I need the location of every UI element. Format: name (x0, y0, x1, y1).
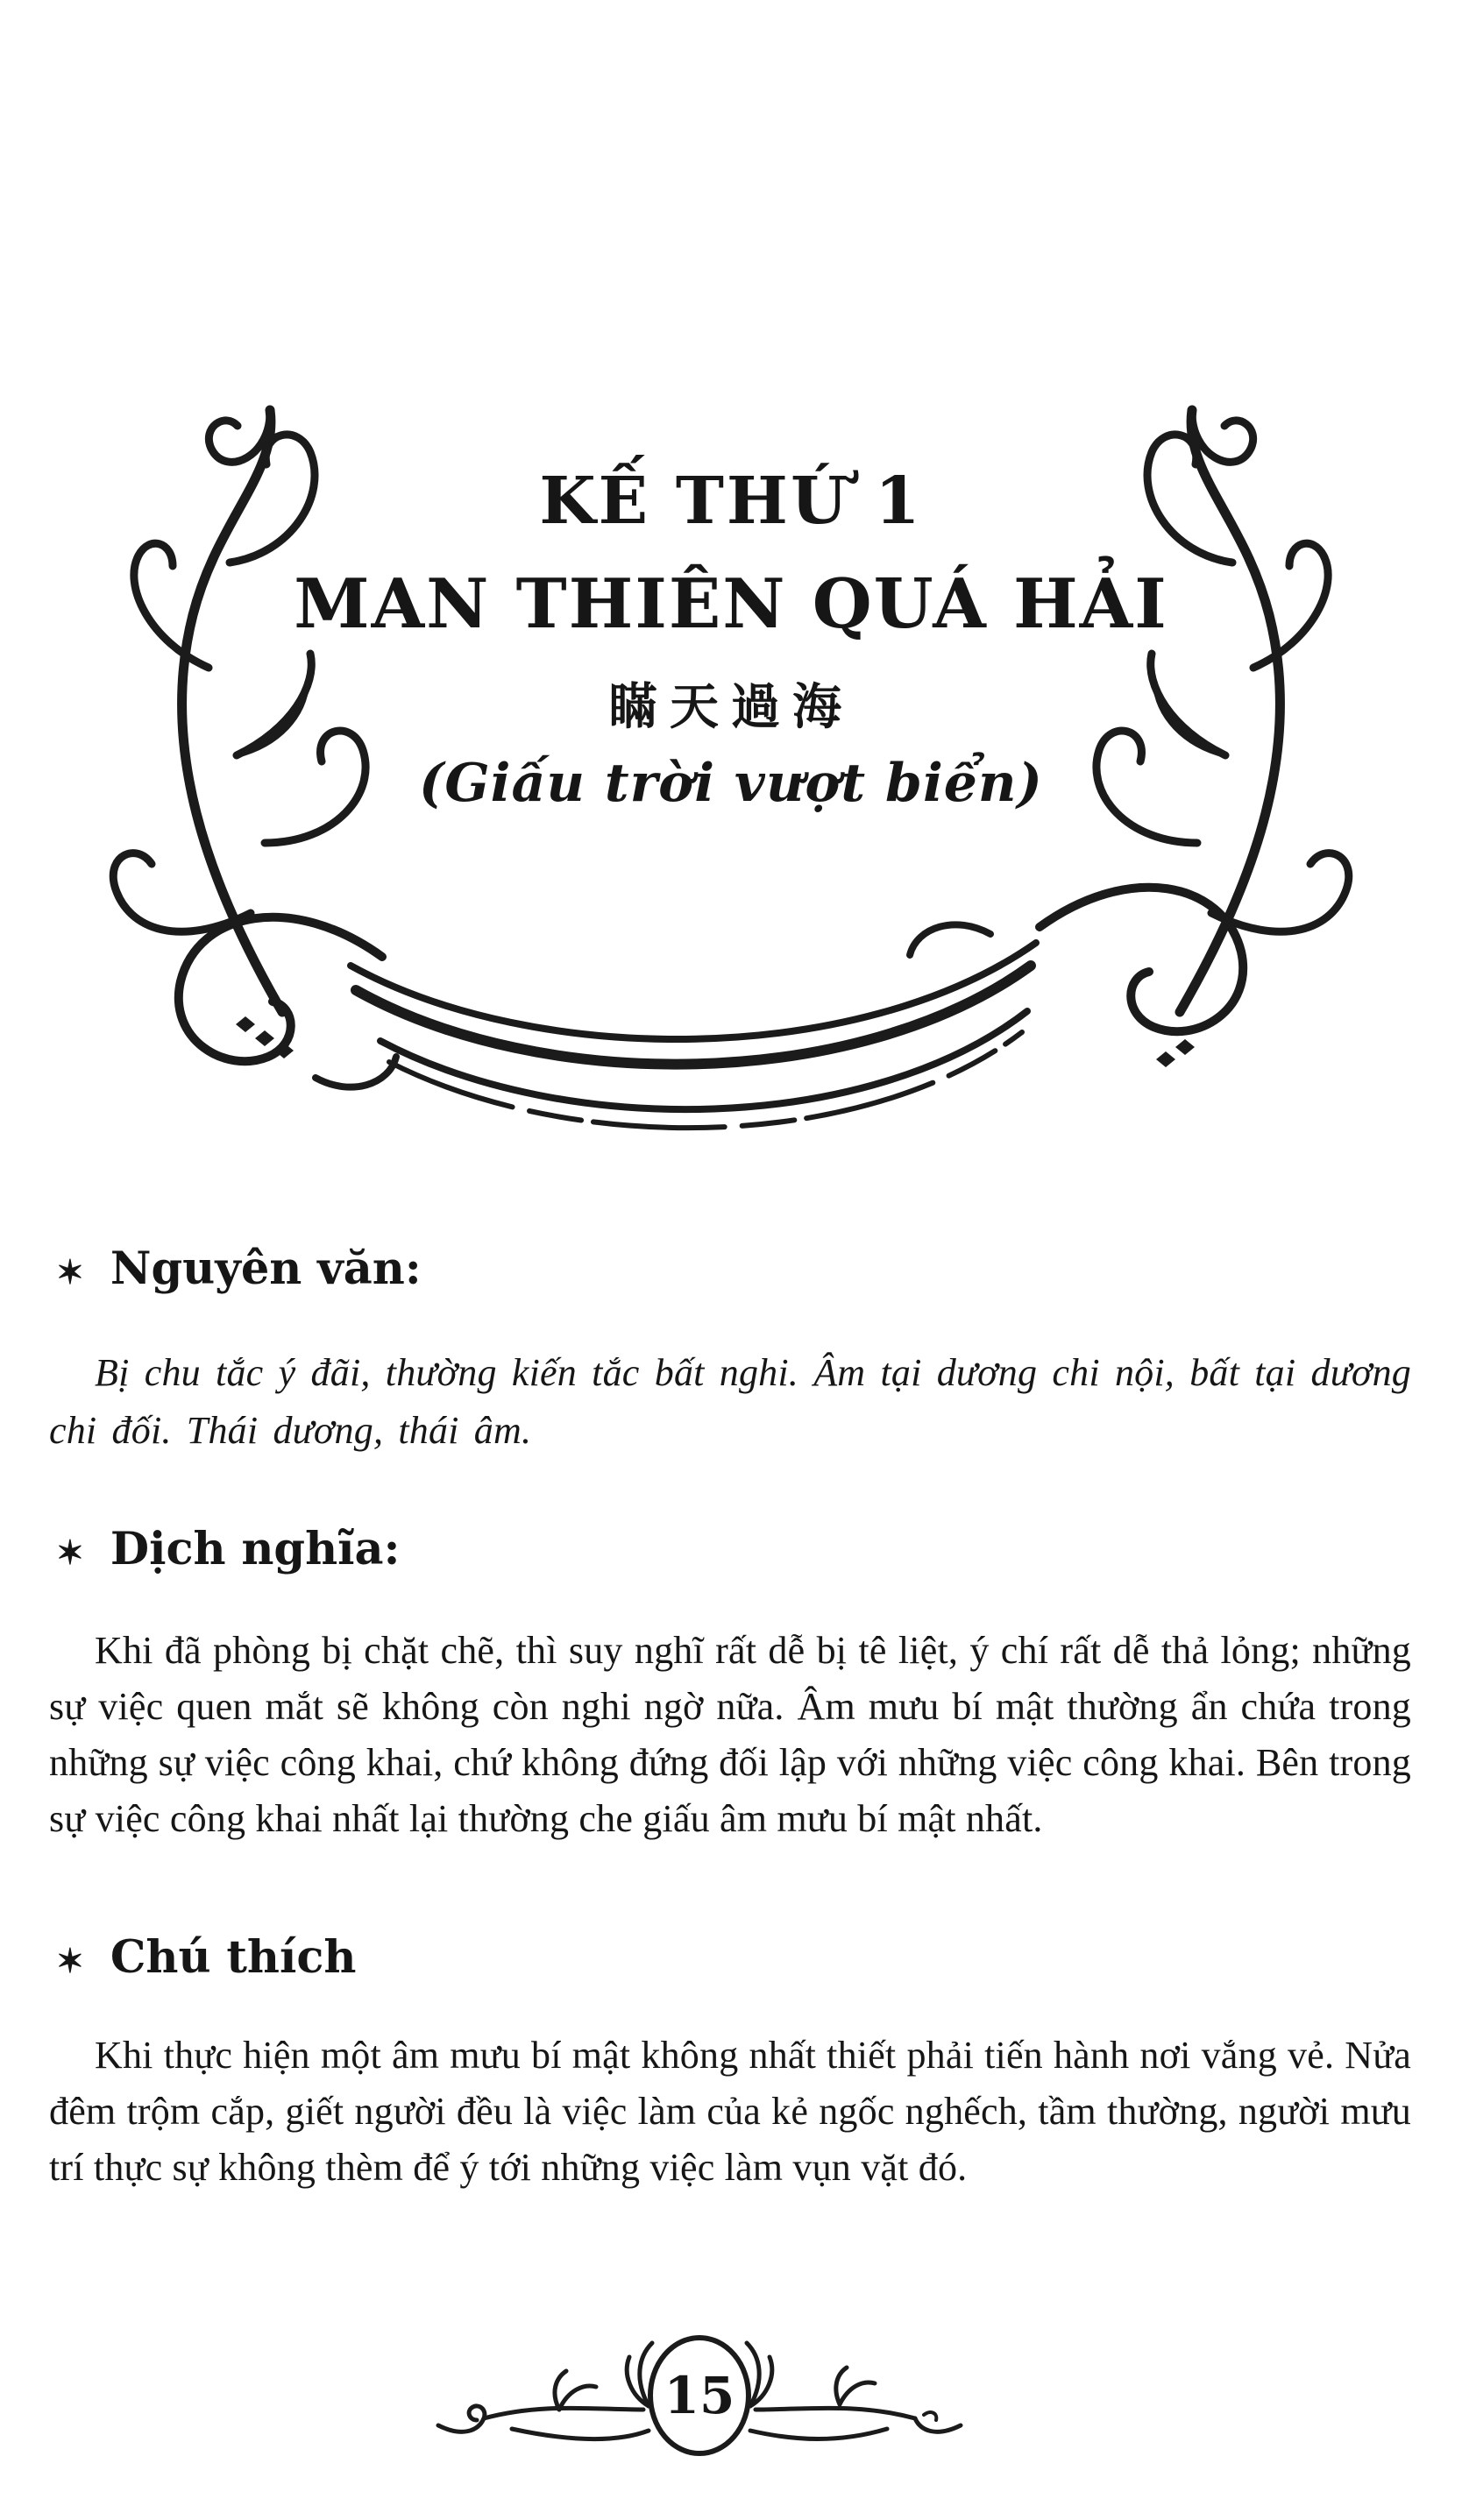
section-heading-label: Chú thích (110, 1931, 357, 1984)
chapter-number-title: KẾ THỨ 1 (539, 464, 923, 539)
stratagem-title-translation: (Giấu trời vượt biển) (419, 753, 1043, 814)
stratagem-title-chinese: 瞞天過海 (608, 679, 854, 736)
page-content (49, 1167, 1411, 2196)
title-block (0, 464, 1462, 814)
section-heading (56, 1931, 1411, 1987)
star-bullet-icon: ✶ (56, 1941, 84, 1980)
page-footer (428, 2318, 971, 2485)
section-heading-label: Nguyên văn: (110, 1242, 422, 1295)
translation-paragraph: Khi đã phòng bị chặt chẽ, thì suy nghĩ rất dễ bị tê liệt, ý chí rất dễ thả lỏng; những sự việc quen mắt sẽ không còn nghi ngờ nữa. Âm mưu bí mật thường ẩn chứa trong những sự việc công khai, chứ không đứng đối lập với những việc công khai. Bên trong sự việc công khai nhất lại thường che giấu âm mưu bí mật nhất. (49, 1629, 1411, 1840)
original-text-paragraph: Bị chu tắc ý đãi, thường kiến tắc bất nghi. Âm tại dương chi nội, bất tại dương chi đối. Thái dương, thái âm. (49, 1351, 1411, 1452)
chapter-header (0, 0, 1462, 1165)
section-chu-thich (49, 1931, 1411, 2196)
section-heading (56, 1242, 1411, 1299)
section-heading-label: Dịch nghĩa: (110, 1523, 401, 1575)
section-nguyen-van (49, 1242, 1411, 1460)
star-bullet-icon: ✶ (56, 1533, 84, 1572)
stratagem-title: MAN THIÊN QUÁ HẢI (294, 564, 1168, 644)
annotation-paragraph: Khi thực hiện một âm mưu bí mật không nhất thiết phải tiến hành nơi vắng vẻ. Nửa đêm trộm cắp, giết người đều là việc làm của kẻ ngốc nghếch, tầm thường, người mưu trí thực sự không thèm để ý tới những việc làm vụn vặt đó. (49, 2034, 1411, 2189)
section-heading (56, 1523, 1411, 1579)
star-bullet-icon: ✶ (56, 1252, 84, 1292)
page-number: 15 (664, 2366, 735, 2425)
section-dich-nghia (49, 1523, 1411, 1847)
